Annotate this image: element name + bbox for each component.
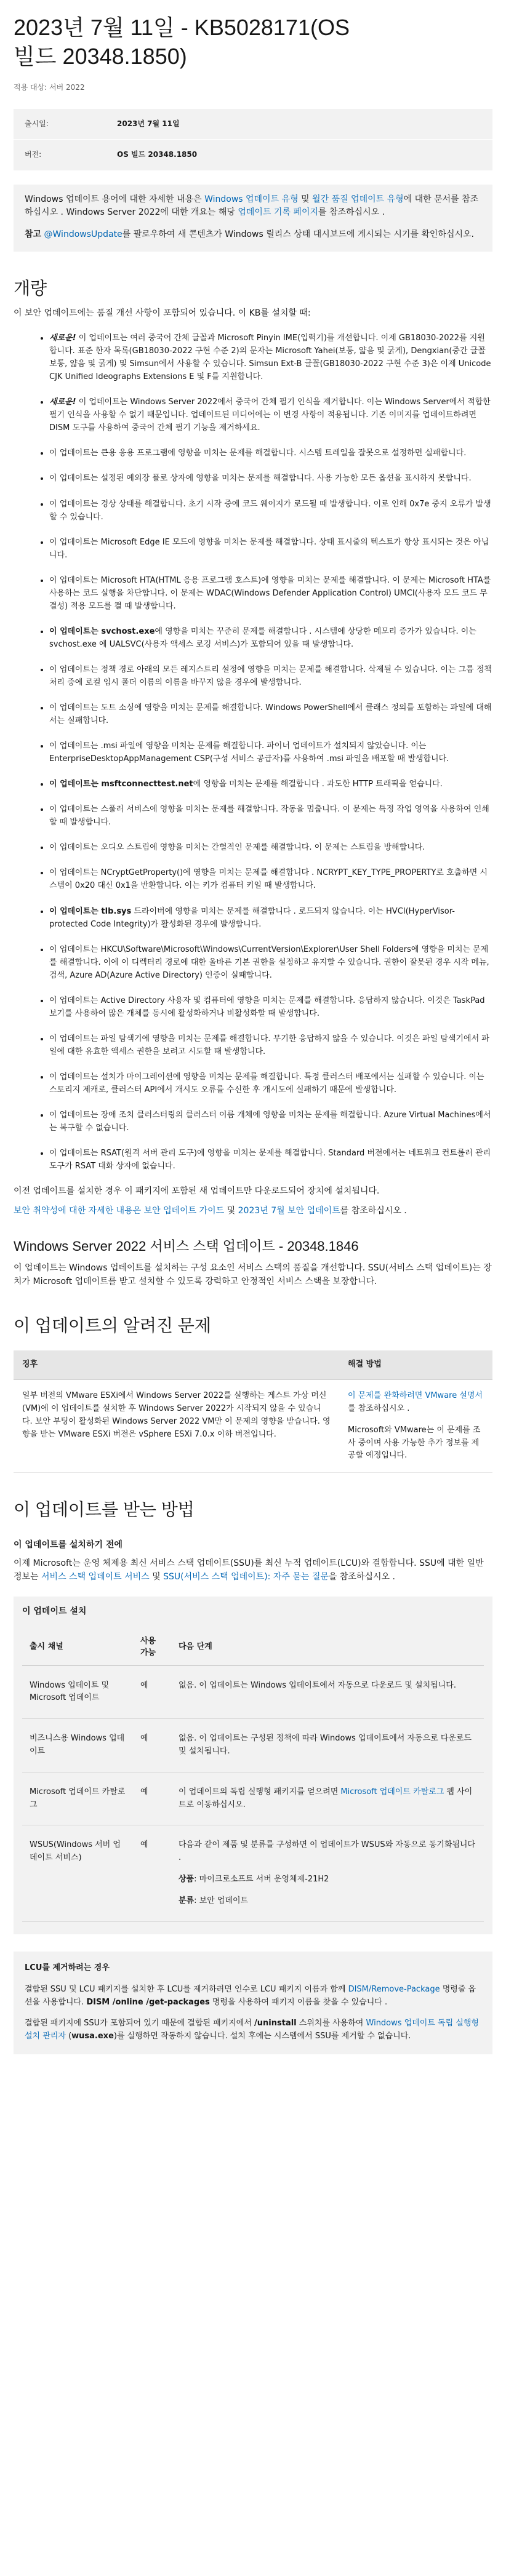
- workaround-text: 를 참조하십시오 .: [348, 1404, 410, 1414]
- remove-lcu-para: [25, 2017, 481, 2043]
- list-item: [49, 625, 492, 651]
- next-step-cell: 없음. 이 업데이트는 Windows 업데이트에서 자동으로 다운로드 및 설치됩니다.: [171, 1665, 484, 1719]
- channels-header-row: [22, 1630, 484, 1665]
- bullet-text: 에 영향을 미치는 꾸준히 문제를 해결합니다 . 시스템에 상당한 메모리 증가가 있습니다. 이는 svchost.exe 에 UALSVC(사용자 액세스 로깅 서비스)가 포함되어 있을 때 발생합니다.: [49, 626, 476, 649]
- overview-text: 및: [224, 1205, 238, 1216]
- overview-heading: 개량: [14, 278, 47, 298]
- symptom-cell: 일부 버전의 VMware ESXi에서 Windows Server 2022를 실행하는 게스트 가상 머신(VM)에 이 업데이트를 설치한 후 Windows Server 2022가 시작되지 않을 수 있습니다. 보안 부팅이 활성화된 Windows Server 2022 VM만 이 문제의 영향을 받습니다. 영향을 받는 VMware ESXi 버전은 vSphere ESXi 7.0.x 이하 버전입니다.: [14, 1380, 339, 1473]
- dism-remove-package-link[interactable]: DISM/Remove-Package: [348, 1984, 440, 1994]
- bullet-text: 이 업데이트는 스풀러 서비스에 영향을 미치는 문제를 해결합니다. 작동을 멈춥니다. 이 문제는 특정 작업 영역을 사용하여 인쇄할 때 발생합니다.: [49, 805, 489, 827]
- classification-value: : 보안 업데이트: [194, 1896, 249, 1905]
- next-step-cell: [171, 1825, 484, 1921]
- list-item: [49, 994, 492, 1020]
- before-text: 을 참조하십시오 .: [328, 1571, 395, 1582]
- bullet-text: 이 업데이트는 Microsoft HTA(HTML 응용 프로그램 호스트)에 영향을 미치는 문제를 해결합니다. 이 문제는 Microsoft HTA를 사용하는 코드 실행을 차단합니다. 이 문제는 WDAC(Windows Defender Application Control) UMCI(사용자 모드 코드 무결성) 적용 모드를 켤 때 발생합니다.: [49, 575, 491, 611]
- workaround-cell: [339, 1380, 492, 1473]
- list-item: [49, 536, 492, 562]
- list-item: [49, 701, 492, 727]
- bullet-text: 이 업데이트는 Active Directory 사용자 및 컴퓨터에 영향을 미치는 문제를 해결합니다. 응답하지 않습니다. 이것은 TaskPad 보기를 사용하여 많은 개체를 동시에 활성화하거나 비활성화할 때 발생합니다.: [49, 995, 485, 1018]
- bullet-text: 이 업데이트는 HKCU\Software\Microsoft\Windows\CurrentVersion\Explorer\User Shell Folders에 영향을 미치는 문제를 해결합니다. 이에 이 디렉터리 경로에 대한 올바른 기본 권한을 설정하고 유지할 수 있습니다. 권한이 잘못된 경우 시작 메뉴, 검색, Azure AD(Azure Active Directory) 인증이 실패합니다.: [49, 944, 489, 980]
- vmware-docs-link[interactable]: 이 문제를 완화하려면 VMware 설명서: [348, 1391, 483, 1401]
- info-key: 출시일:: [14, 109, 106, 140]
- note-terms: [25, 193, 481, 220]
- table-row: [22, 1665, 484, 1719]
- list-item: [49, 1109, 492, 1134]
- bullet-text: 이 업데이트는 Microsoft Edge IE 모드에 영향을 미치는 문제를 해결합니다. 상태 표시줄의 텍스트가 항상 표시되는 것은 아닙니다.: [49, 537, 489, 560]
- note-text: 를 참조하십시오 .: [318, 207, 385, 218]
- available-cell: 예: [133, 1719, 171, 1772]
- list-item: [49, 1147, 492, 1173]
- bullet-text: 에 영향을 미치는 문제를 해결합니다 . 과도한 HTTP 트래픽을 얻습니다.: [193, 780, 443, 789]
- note-text: 를 팔로우하여 새 콘텐츠가 Windows 릴리스 상태 대시보드에 게시되는 시기를 확인하십시오.: [122, 229, 474, 240]
- note-text: 에 대한 문서를 참조하십시오 . Windows Server 2022에 대한 개요는 해당: [25, 194, 479, 218]
- bullet-text: 이 업데이트는 오디오 스트림에 영향을 미치는 간헐적인 문제를 해결합니다. 이 문제는 스트림을 방해합니다.: [49, 843, 425, 853]
- bullet-lead: 이 업데이트는 tlb.sys: [49, 906, 132, 916]
- bullet-text: 이 업데이트는 도트 소싱에 영향을 미치는 문제를 해결합니다. Windows PowerShell에서 클래스 정의를 포함하는 파일에 대해서는 실패합니다.: [49, 703, 492, 726]
- workaround-header: 해결 방법: [339, 1350, 492, 1379]
- symptom-header: 징후: [14, 1350, 339, 1379]
- lcu-text: (: [65, 2032, 72, 2041]
- list-item: [49, 396, 492, 434]
- wsus-classification: [179, 1895, 476, 1908]
- lcu-text: )를 실행하면 작동하지 않습니다. 설치 후에는 시스템에서 SSU를 제거할 수 없습니다.: [113, 2032, 411, 2041]
- note-follow: [25, 228, 481, 242]
- bullet-text: 이 업데이트는 큰용 응용 프로그램에 영향을 미치는 문제를 해결합니다. 시스템 트레일을 잘못으로 설정하면 실패합니다.: [49, 449, 467, 458]
- known-issues-table: [14, 1350, 492, 1473]
- before-install-label: 이 업데이트를 설치하기 전에: [14, 1539, 122, 1550]
- list-item: [49, 803, 492, 829]
- list-item: [49, 866, 492, 892]
- before-text: 및: [149, 1571, 164, 1582]
- ssu-heading: Windows Server 2022 서비스 스택 업데이트 - 20348.1846: [14, 1238, 359, 1254]
- uninstall-switch: /uninstall: [254, 2018, 297, 2028]
- table-row: [22, 1719, 484, 1772]
- bullet-text: 이 업데이트는 여러 중국어 간체 글꼴과 Microsoft Pinyin IME(입력기)를 개선합니다. 이제 GB18030-2022를 지원합니다. 표준 한자 목록(GB18030-2022 구현 수준 2)의 문자는 Microsoft Yahei(보통, 얇음 및 굵게), Dengxian(중간 글꼴 보통, 얇음 및 굵게) 및 Simsun에서 사용할 수 있습니다. Simsun Ext-B 글꼴(GB18030-2022 구현 수준 3)은 이제 Unicode CJK Unified Ideographs Extensions E 및 F를 지원합니다.: [49, 333, 491, 382]
- note-text: Windows 업데이트 용어에 대한 자세한 내용은: [25, 194, 205, 204]
- overview-security-links: [14, 1205, 492, 1218]
- bullet-text: 이 업데이트는 정책 경로 아래의 모든 레지스트리 설정에 영향을 미치는 문제를 해결합니다. 삭제될 수 있습니다. 이는 그룹 정책 처리 중에 로컬 임시 폴더 이름의 이름을 바꾸지 않을 경우에 발생합니다.: [49, 664, 492, 687]
- wsus-product: [179, 1873, 476, 1886]
- before-text: 이제 Microsoft는 운영 체제용 최신 서비스 스택 업데이트(SSU)를 최신 누적 업데이트(LCU)와 결합합니다. SSU에 대한 일반 정보는: [14, 1558, 484, 1582]
- bullet-lead: 이 업데이트는 svchost.exe: [49, 626, 155, 636]
- table-row: [22, 1772, 484, 1825]
- note-label: 참고: [25, 229, 42, 240]
- update-types-link[interactable]: Windows 업데이트 유형: [204, 194, 299, 204]
- bullet-text: 이 업데이트는 설정된 예외장 플로 상자에 영향을 미치는 문제를 해결합니다. 사용 가능한 모든 옵션을 표시하지 못합니다.: [49, 474, 472, 484]
- list-item: [49, 574, 492, 613]
- available-header: 사용 가능: [133, 1630, 171, 1665]
- improvements-list: [14, 332, 492, 1173]
- security-guide-link[interactable]: 보안 취약성에 대한 자세한 내용은 보안 업데이트 가이드: [14, 1205, 225, 1216]
- list-item: [49, 447, 492, 460]
- list-item: [49, 498, 492, 524]
- remove-lcu-para: [25, 1983, 481, 2009]
- workaround-para: [348, 1390, 484, 1416]
- note-box: [14, 185, 492, 252]
- list-item: [49, 332, 492, 383]
- july-security-updates-link[interactable]: 2023년 7월 보안 업데이트: [238, 1205, 340, 1216]
- next-step-cell: [171, 1772, 484, 1825]
- lcu-text: 결합된 SSU 및 LCU 패키지를 설치한 후 LCU를 제거하려면 인수로 LCU 패키지 이름과 함께: [25, 1984, 348, 1994]
- lcu-text: 명령줄 옵션을 사용합니다.: [25, 1984, 476, 2008]
- ssu-link[interactable]: 서비스 스택 업데이트 서비스: [41, 1571, 150, 1582]
- channel-cell: 비즈니스용 Windows 업데이트: [22, 1719, 133, 1772]
- install-box: [14, 1597, 492, 1934]
- channel-header: 출시 채널: [22, 1630, 133, 1665]
- applies-to: 적용 대상: 서버 2022: [14, 82, 85, 92]
- ssu-faq-link[interactable]: SSU(서비스 스택 업데이트): 자주 묻는 질문: [163, 1571, 329, 1582]
- wusa-exe: wusa.exe: [71, 2032, 114, 2041]
- step-text: 이 업데이트의 독립 실행형 패키지를 얻으려면: [179, 1787, 341, 1796]
- available-cell: 예: [133, 1825, 171, 1921]
- how-to-get-heading: 이 업데이트를 받는 방법: [14, 1500, 195, 1520]
- next-step-cell: 없음. 이 업데이트는 구성된 정책에 따라 Windows 업데이트에서 자동으로 다운로드 및 설치됩니다.: [171, 1719, 484, 1772]
- overview-text: 를 참조하십시오 .: [340, 1205, 407, 1216]
- bullet-text: 드라이버에 영향을 미치는 문제를 해결합니다 . 로드되지 않습니다. 이는 HVCI(HyperVisor-protected Code Integrity)가 활성화된 경우에 발생합니다.: [49, 906, 455, 929]
- wusa-link[interactable]: Windows 업데이트 독립 실행형 설치 관리자: [25, 2018, 479, 2041]
- release-info-table: [14, 109, 492, 171]
- bullet-text: 이 업데이트는 장애 조치 클러스터링의 클러스터 이름 개체에 영향을 미치는 문제를 해결합니다. Azure Virtual Machines에서는 복구할 수 없습니다.: [49, 1111, 491, 1133]
- step-text: 웹 사이트로 이동하십시오.: [179, 1787, 473, 1809]
- bullet-lead: 새로운!: [49, 397, 76, 407]
- list-item: [49, 1032, 492, 1058]
- overview-intro: 이 보안 업데이트에는 품질 개선 사항이 포함되어 있습니다. 이 KB를 설치할 때:: [14, 308, 311, 319]
- remove-lcu-box: [14, 1952, 492, 2054]
- update-catalog-link[interactable]: Microsoft 업데이트 카탈로그: [340, 1787, 444, 1796]
- overview-after-note: 이전 업데이트를 설치한 경우 이 패키지에 포함된 새 업데이트만 다운로드되어 장치에 설치됩니다.: [14, 1186, 380, 1197]
- info-value: 2023년 7월 11일: [106, 109, 492, 140]
- available-cell: 예: [133, 1772, 171, 1825]
- remove-lcu-heading: LCU를 제거하려는 경우: [25, 1963, 110, 1972]
- classification-label: 분류: [179, 1896, 195, 1905]
- bullet-text: 이 업데이트는 .msi 파일에 영향을 미치는 문제를 해결합니다. 파이너 업데이트가 설치되지 않았습니다. 이는 EnterpriseDesktopAppManagement CSP(구성 서비스 공급자)를 사용하여 .msi 파일을 배포할 때 발생합니다.: [49, 741, 449, 764]
- lcu-text: 결합된 패키지에 SSU가 포함되어 있기 때문에 결합된 패키지에서: [25, 2018, 255, 2028]
- bullet-text: 이 업데이트는 NCryptGetProperty()에 영향을 미치는 문제를 해결합니다 . NCRYPT_KEY_TYPE_PROPERTY로 호출하면 시스템이 0x20 대신 0x1을 반환합니다. 이는 키가 컴퓨터 키일 때 발생합니다.: [49, 868, 488, 891]
- next-step-header: 다음 단계: [171, 1630, 484, 1665]
- monthly-quality-link[interactable]: 월간 품질 업데이트 유형: [312, 194, 404, 204]
- bullet-text: 이 업데이트는 Windows Server 2022에서 중국어 간체 필기 인식을 제거합니다. 이는 Windows Server에서 적합한 필기 인식을 사용할 수 없기 때문입니다. 업데이트된 미디어에는 이 변경 사항이 적용됩니다. 기존 이미지를 업데이트하려면 DISM 도구를 사용하여 중국어 간체 필기 기능을 제거하세요.: [49, 397, 491, 433]
- channel-cell: Windows 업데이트 및 Microsoft 업데이트: [22, 1665, 133, 1719]
- info-value: OS 빌드 20348.1850: [106, 140, 492, 170]
- list-item: [49, 740, 492, 765]
- list-item: [49, 943, 492, 982]
- install-channels-table: [22, 1630, 484, 1922]
- available-cell: 예: [133, 1665, 171, 1719]
- issues-header-row: [14, 1350, 492, 1379]
- bullet-text: 이 업데이트는 RSAT(원격 서버 관리 도구)에 영향을 미치는 문제를 해결합니다. Standard 버전에서는 네트워크 컨트롤러 관리 도구가 RSAT 대화 상자에 없습니다.: [49, 1149, 491, 1171]
- bullet-text: 이 업데이트는 파일 탐색기에 영향을 미치는 문제를 해결합니다. 무기한 응답하지 않을 수 있습니다. 이것은 파일 탐색기에서 파일에 대한 유효한 액세스 권한을 보려고 시도할 때 발생합니다.: [49, 1034, 489, 1056]
- bullet-lead: 이 업데이트는 msftconnecttest.net: [49, 780, 193, 789]
- step-text: 다음과 같이 제품 및 분류를 구성하면 이 업데이트가 WSUS와 자동으로 동기화됩니다 .: [179, 1840, 476, 1863]
- dism-command: DISM /online /get-packages: [86, 1998, 210, 2008]
- windows-update-twitter-link[interactable]: @WindowsUpdate: [44, 229, 122, 240]
- list-item: [49, 1071, 492, 1096]
- lcu-text: 명령을 사용하여 패키지 이름을 찾을 수 있습니다 .: [209, 1998, 388, 2008]
- list-item: [49, 472, 492, 485]
- workaround-para: Microsoft와 VMware는 이 문제를 조사 중이며 사용 가능한 추가 정보를 제공할 예정입니다.: [348, 1425, 481, 1461]
- list-item: [49, 841, 492, 854]
- info-row: [14, 109, 492, 140]
- product-value: : 마이크로소프트 서버 운영체제-21H2: [194, 1874, 329, 1884]
- bullet-text: 이 업데이트는 설치가 마이그레이션에 영향을 미치는 문제를 해결합니다. 특정 클러스터 배포에서는 실패할 수 있습니다. 이는 스토리지 제캐로, 클러스터 API에서 개시도 오류를 수신한 후 개시도에 실패하기 때문에 발생합니다.: [49, 1072, 484, 1095]
- known-issues-heading: 이 업데이트의 알려진 문제: [14, 1315, 211, 1335]
- list-item: [49, 905, 492, 931]
- before-install-text: [14, 1557, 492, 1584]
- install-label: 이 업데이트 설치: [22, 1606, 87, 1616]
- channel-cell: Microsoft 업데이트 카탈로그: [22, 1772, 133, 1825]
- bullet-lead: 새로운!: [49, 333, 76, 343]
- info-row: [14, 140, 492, 170]
- bullet-text: 이 업데이트는 경상 상태를 해결합니다. 초기 시작 중에 코드 웨이지가 로드될 때 발생합니다. 이로 인해 0x7e 중지 오류가 발생할 수 있습니다.: [49, 499, 491, 522]
- lcu-text: 스위치를 사용하여: [296, 2018, 366, 2028]
- update-history-link[interactable]: 업데이트 기록 페이지: [238, 207, 318, 218]
- page-title: 2023년 7월 11일 - KB5028171(OS 빌드 20348.1850): [14, 15, 350, 69]
- list-item: [49, 663, 492, 689]
- table-row: [22, 1825, 484, 1921]
- list-item: [49, 778, 492, 791]
- channel-cell: WSUS(Windows 서버 업데이트 서비스): [22, 1825, 133, 1921]
- product-label: 상품: [179, 1874, 195, 1884]
- table-row: [14, 1380, 492, 1473]
- note-text: 및: [298, 194, 313, 204]
- ssu-text: 이 업데이트는 Windows 업데이트를 설치하는 구성 요소인 서비스 스택의 품질을 개선합니다. SSU(서비스 스택 업데이트)는 장치가 Microsoft 업데이트를 받고 설치할 수 있도록 강력하고 안정적인 서비스 스택을 보장합니다.: [14, 1263, 492, 1287]
- info-key: 버전:: [14, 140, 106, 170]
